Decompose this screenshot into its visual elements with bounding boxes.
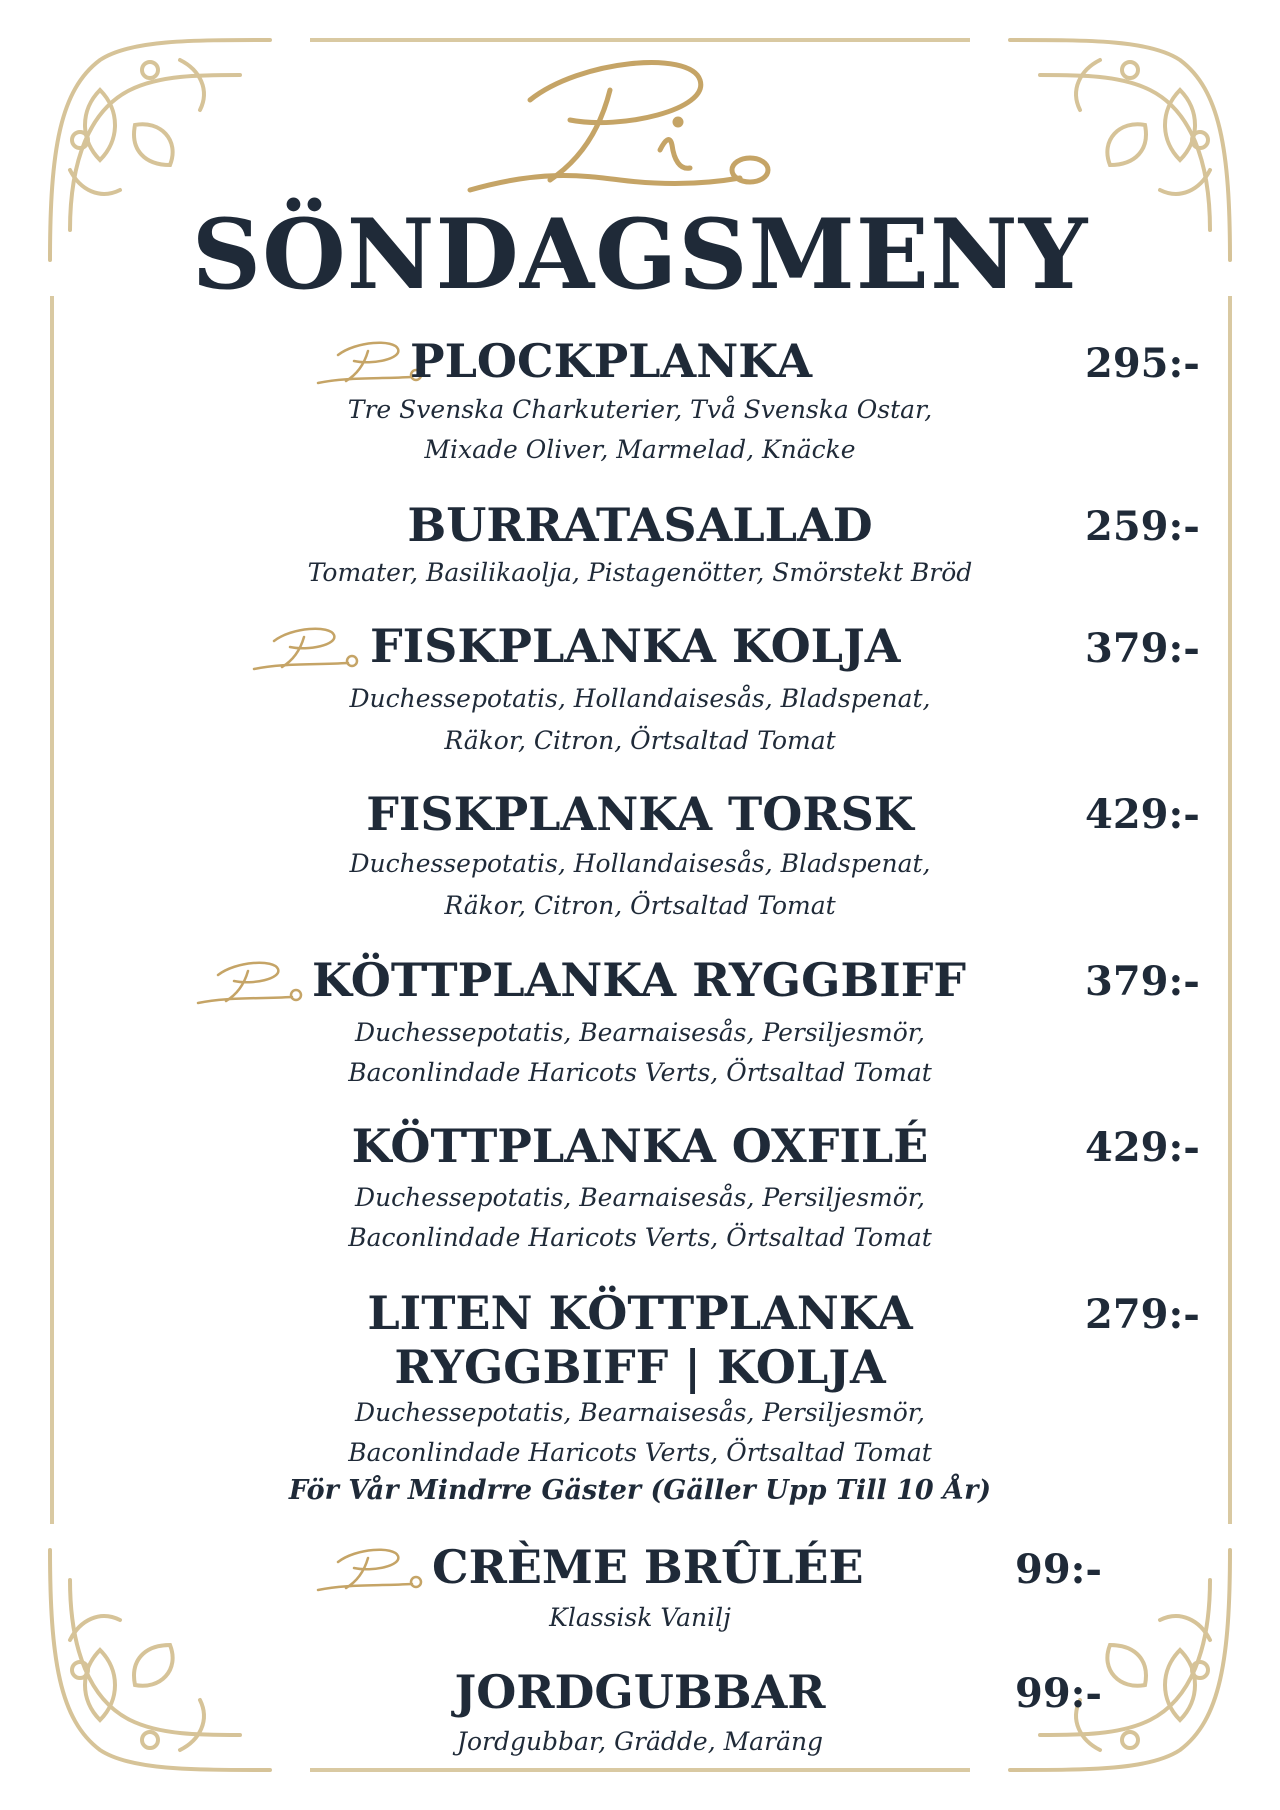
item-description: Mixade Oliver, Marmelad, Knäcke [424, 435, 856, 464]
item-name: KÖTTPLANKA RYGGBIFF [312, 953, 967, 1007]
item-description: Tomater, Basilikaolja, Pistagenötter, Smörstekt Bröd [307, 558, 973, 587]
item-name: PLOCKPLANKA [410, 334, 813, 388]
item-description: Duchessepotatis, Bearnaisesås, Persiljesmör, [355, 1398, 925, 1427]
page-title: SÖNDAGSMENY [191, 198, 1089, 311]
item-price: 429:- [1085, 791, 1200, 838]
item-name: JORDGUBBAR [454, 1665, 826, 1719]
signature-logo [196, 957, 316, 1007]
item-description: Duchessepotatis, Hollandaisesås, Bladspenat, [349, 684, 931, 713]
item-name: FISKPLANKA KOLJA [370, 619, 901, 673]
pio-logo [460, 50, 820, 200]
item-description: Baconlindade Haricots Verts, Örtsaltad Tomat [348, 1438, 932, 1467]
frame-left-line [50, 296, 54, 1524]
item-description: Klassisk Vanilj [549, 1603, 731, 1632]
item-name-line-1: LITEN KÖTTPLANKA [367, 1286, 913, 1340]
item-name-line-2: RYGGBIFF | KOLJA [394, 1340, 886, 1394]
item-price: 379:- [1085, 958, 1200, 1005]
item-description: Tre Svenska Charkuterier, Två Svenska Ostar, [347, 395, 933, 424]
item-description: Duchessepotatis, Bearnaisesås, Persiljesmör, [355, 1018, 925, 1047]
item-name: BURRATASALLAD [407, 498, 873, 552]
item-price: 379:- [1085, 625, 1200, 672]
frame-right-line [1228, 296, 1232, 1524]
item-price: 295:- [1085, 340, 1200, 387]
item-description: Baconlindade Haricots Verts, Örtsaltad Tomat [348, 1058, 932, 1087]
item-price: 259:- [1085, 503, 1200, 550]
frame-top-line [310, 38, 970, 42]
item-price: 279:- [1085, 1291, 1200, 1338]
item-name: KÖTTPLANKA OXFILÉ [351, 1119, 929, 1173]
item-name: FISKPLANKA TORSK [366, 787, 914, 841]
frame-bottom-line [310, 1768, 970, 1772]
signature-logo [316, 1544, 436, 1594]
item-price: 99:- [1015, 1546, 1103, 1593]
item-description: Räkor, Citron, Örtsaltad Tomat [444, 891, 836, 920]
item-description: Duchessepotatis, Bearnaisesås, Persiljesmör, [355, 1183, 925, 1212]
item-description: Räkor, Citron, Örtsaltad Tomat [444, 726, 836, 755]
signature-logo [252, 623, 372, 673]
item-price: 99:- [1015, 1670, 1103, 1717]
item-name: CRÈME BRÛLÉE [432, 1540, 864, 1594]
item-description: Jordgubbar, Grädde, Maräng [456, 1727, 824, 1756]
item-price: 429:- [1085, 1124, 1200, 1171]
item-note: För Vår Mindrre Gäster (Gäller Upp Till 10 År) [288, 1475, 992, 1506]
item-description: Baconlindade Haricots Verts, Örtsaltad Tomat [348, 1223, 932, 1252]
item-description: Duchessepotatis, Hollandaisesås, Bladspenat, [349, 849, 931, 878]
